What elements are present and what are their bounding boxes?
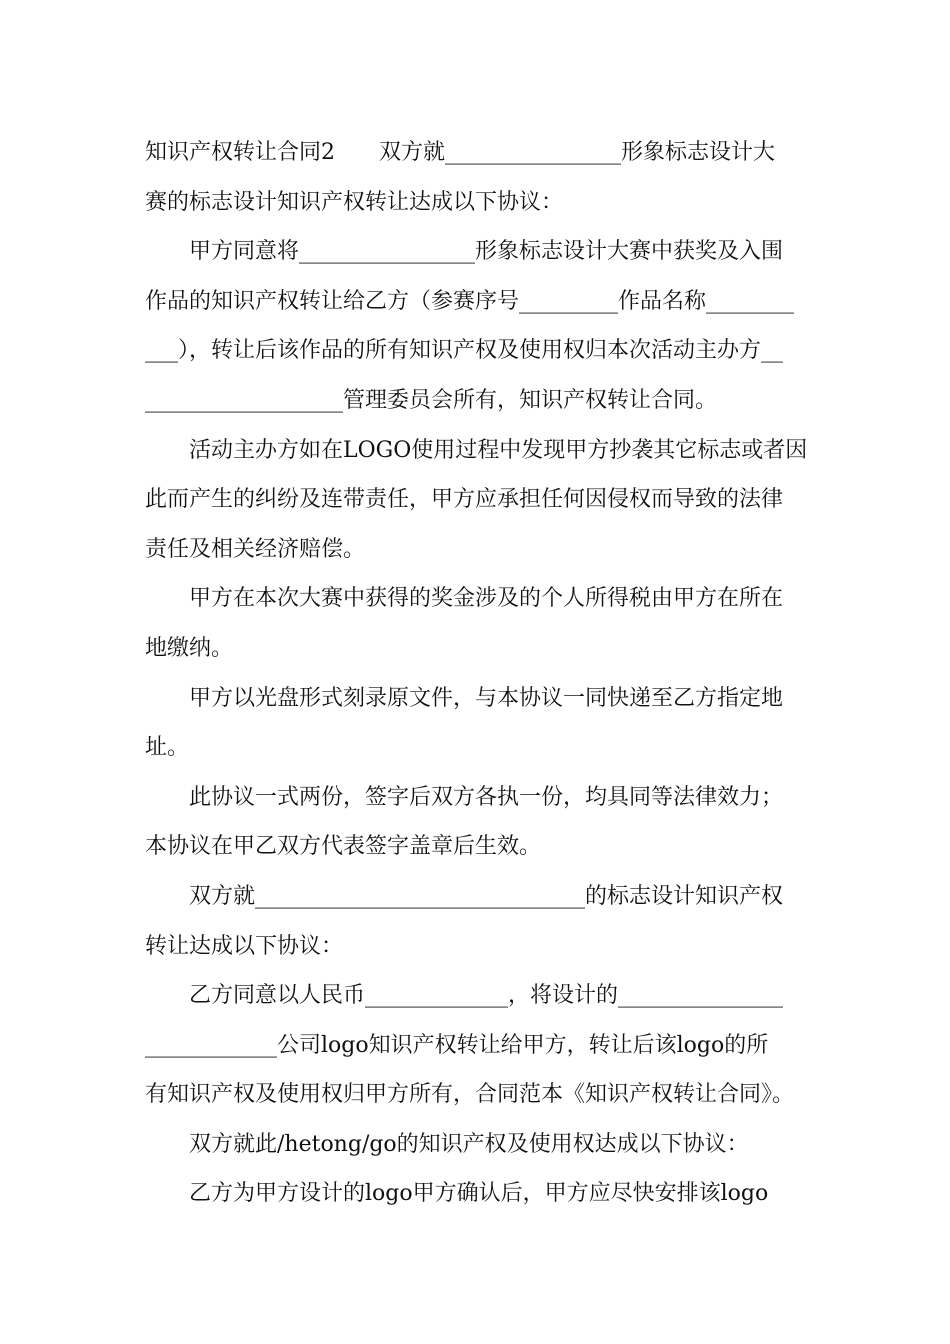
text-line: 此而产生的纠纷及连带责任，甲方应承担任何因侵权而导致的法律 [145, 487, 784, 513]
text-line: 乙方为甲方设计的logo甲方确认后，甲方应尽快安排该logo [189, 1181, 769, 1207]
text-line: __________________管理委员会所有，知识产权转让合同。 [145, 387, 718, 413]
text-line: 甲方在本次大赛中获得的奖金涉及的个人所得税由甲方在所在 [189, 586, 784, 612]
text-line: 此协议一式两份，签字后双方各执一份，均具同等法律效力； [189, 784, 784, 810]
text-line: 知识产权转让合同2 双方就________________形象标志设计大 [145, 140, 775, 165]
text-line: ___），转让后该作品的所有知识产权及使用权归本次活动主办方__ [145, 338, 784, 364]
text-line: 地缴纳。 [145, 635, 234, 661]
text-line: 本协议在甲乙双方代表签字盖章后生效。 [145, 834, 542, 860]
text-line: 转让达成以下协议： [145, 933, 344, 959]
text-line: 有知识产权及使用权归甲方所有，合同范本《知识产权转让合同》。 [145, 1082, 795, 1108]
text-line: 双方就此/hetong/go的知识产权及使用权达成以下协议： [189, 1131, 749, 1157]
text-line: 乙方同意以人民币_____________，将设计的_______________ [189, 983, 784, 1009]
text-line: 甲方同意将________________形象标志设计大赛中获奖及入围 [189, 239, 784, 265]
text-line: 责任及相关经济赔偿。 [145, 536, 366, 562]
text-line: 甲方以光盘形式刻录原文件，与本协议一同快递至乙方指定地 [189, 685, 784, 711]
text-line: ____________公司logo知识产权转让给甲方，转让后该logo的所 [145, 1032, 769, 1058]
text-line: 活动主办方如在LOGO使用过程中发现甲方抄袭其它标志或者因 [189, 437, 808, 463]
text-line: 赛的标志设计知识产权转让达成以下协议： [145, 189, 564, 215]
text-line: 址。 [145, 735, 190, 761]
text-line: 双方就______________________________的标志设计知识产权 [189, 883, 784, 909]
contract-body [145, 128, 809, 1219]
text-line: 作品的知识产权转让给乙方（参赛序号_________作品名称________ [145, 288, 795, 314]
